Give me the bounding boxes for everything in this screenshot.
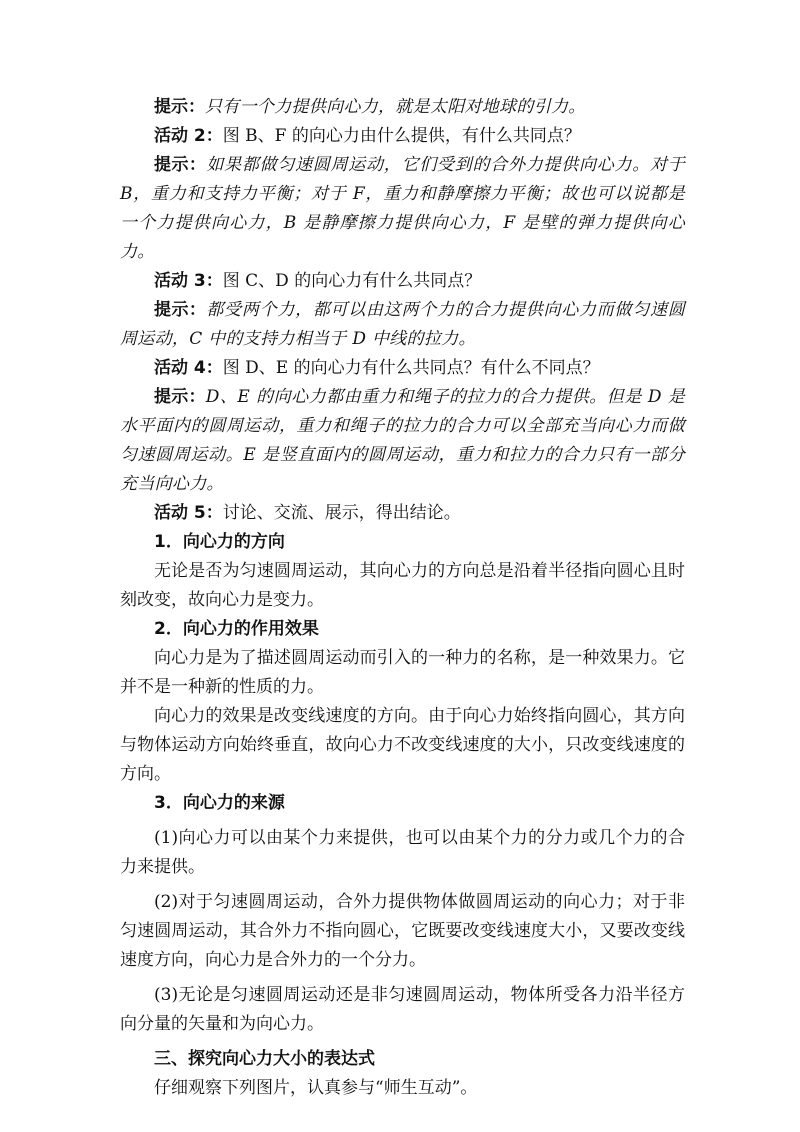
body-paragraph: 向心力的效果是改变线速度的方向。由于向心力始终指向圆心，其方向与物体运动方向始终垂直，故向心力不改变线速度的大小，只改变线速度的方向。 <box>120 706 685 784</box>
activity-label: 活动 5： <box>154 503 223 523</box>
section-heading-direction: 1．向心力的方向 <box>154 532 285 552</box>
hint-text: 只有一个力提供向心力，就是太阳对地球的引力。 <box>205 97 586 117</box>
body-paragraph: 向心力是为了描述圆周运动而引入的一种力的名称，是一种效果力。它并不是一种新的性质的力。 <box>120 648 685 697</box>
body-paragraph: (3)无论是匀速圆周运动还是非匀速圆周运动，物体所受各力沿半径方向分量的矢量和为向心力。 <box>120 985 685 1034</box>
activity-text: 图 B、F 的向心力由什么提供，有什么共同点？ <box>222 126 581 146</box>
hint-label: 提示： <box>154 300 207 320</box>
hint-text: 如果都做匀速圆周运动，它们受到的合外力提供向心力。对于 B，重力和支持力平衡；对于 F，重力和静摩擦力平衡；故也可以说都是一个力提供向心力，B 是静摩擦力提供向心力，F 是壁的弹力提供向心力。 <box>120 155 685 262</box>
hint-text: 都受两个力，都可以由这两个力的合力提供向心力而做匀速圆周运动，C 中的支持力相当于 D 中线的拉力。 <box>120 300 685 349</box>
hint-paragraph-2 <box>120 151 685 267</box>
section-heading-source: 3．向心力的来源 <box>154 793 285 813</box>
activity-5-paragraph <box>120 499 685 528</box>
activity-label: 活动 4： <box>154 358 223 378</box>
chapter-heading: 三、探究向心力大小的表达式 <box>154 1049 375 1069</box>
document-body <box>120 93 685 1103</box>
activity-label: 活动 3： <box>154 271 223 291</box>
activity-2-paragraph <box>120 122 685 151</box>
activity-4-paragraph <box>120 354 685 383</box>
hint-paragraph-1 <box>120 93 685 122</box>
hint-label: 提示： <box>154 97 205 117</box>
hint-label: 提示： <box>154 387 206 407</box>
section-heading-effect: 2．向心力的作用效果 <box>154 619 319 639</box>
activity-text: 图 C、D 的向心力有什么共同点？ <box>222 271 482 291</box>
hint-label: 提示： <box>154 155 207 175</box>
body-paragraph: 仔细观察下列图片，认真参与“师生互动”。 <box>154 1078 478 1098</box>
activity-label: 活动 2： <box>154 126 223 146</box>
activity-3-paragraph <box>120 267 685 296</box>
hint-text: D、E 的向心力都由重力和绳子的拉力的合力提供。但是 D 是水平面内的圆周运动，重力和绳子的拉力的合力可以全部充当向心力而做匀速圆周运动。E 是竖直面内的圆周运动，重力和拉力的合力只有一部分充当向心力。 <box>120 387 685 494</box>
hint-paragraph-4 <box>120 383 685 499</box>
body-paragraph: (1)向心力可以由某个力来提供，也可以由某个力的分力或几个力的合力来提供。 <box>120 828 685 877</box>
hint-paragraph-3 <box>120 296 685 354</box>
activity-text: 图 D、E 的向心力有什么共同点？有什么不同点？ <box>222 358 600 378</box>
body-paragraph: (2)对于匀速圆周运动，合外力提供物体做圆周运动的向心力；对于非匀速圆周运动，其合外力不指向圆心，它既要改变线速度大小，又要改变线速度方向，向心力是合外力的一个分力。 <box>120 892 685 970</box>
activity-text: 讨论、交流、展示，得出结论。 <box>222 503 461 523</box>
body-paragraph: 无论是否为匀速圆周运动，其向心力的方向总是沿着半径指向圆心且时刻改变，故向心力是变力。 <box>120 561 685 610</box>
